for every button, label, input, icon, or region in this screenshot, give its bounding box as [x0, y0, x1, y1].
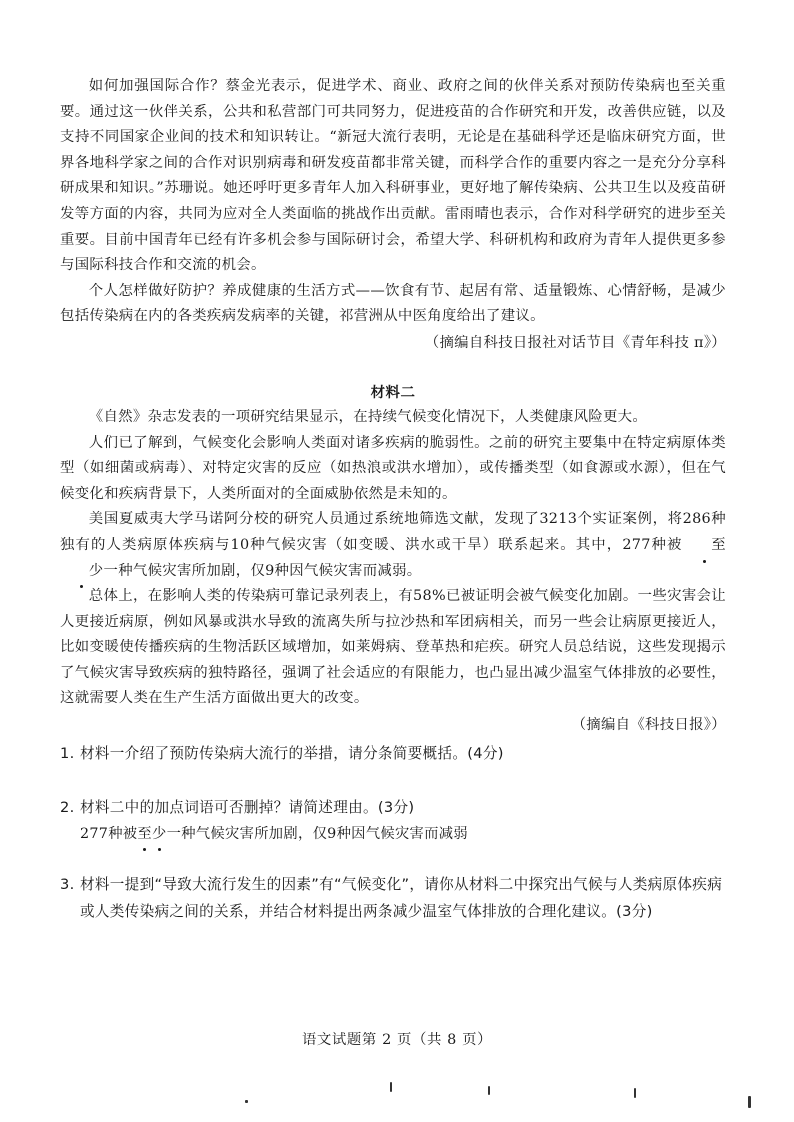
scan-speck — [634, 1088, 636, 1098]
question-3-text: 材料一提到“导致大流行发生的因素”有“气候变化”，请你从材料二中探究出气候与人类病原体疾病或人类传染病之间的关系，并结合材料提出两条减少温室气体排放的合理化建议。(3分) — [80, 876, 723, 921]
material2-lead: 《自然》杂志发表的一项研究结果显示，在持续气候变化情况下，人类健康风险更大。 — [88, 408, 648, 425]
material1-source: （摘编自科技日报社对话节目《青年科技 π》） — [424, 334, 726, 351]
page-footer: 语文试题第 2 页（共 8 页） — [301, 1032, 493, 1048]
scan-speck — [748, 1096, 751, 1108]
scan-speck — [390, 1082, 392, 1092]
question-2-line — [60, 794, 726, 821]
material2-title: 材料二 — [370, 383, 416, 401]
question-2-text: 材料二中的加点词语可否删掉？请简述理由。(3分) — [80, 799, 415, 817]
question-1 — [60, 740, 726, 767]
scan-speck — [245, 1100, 248, 1103]
question-1-line — [60, 740, 726, 767]
dotted-char-2: 少 — [60, 559, 104, 585]
document-body — [60, 74, 726, 925]
material2-paragraph-research — [60, 507, 726, 584]
material2-paragraph-summary: 总体上，在影响人类的传染病可靠记录列表上，有58%已被证明会被气候变化加剧。一些灾害会让人更接近病原，例如风暴或洪水导致的流离失所与拉沙热和军团病相关，而另一些会让病原更接近人，比如变暖使传播疾病的生物活跃区域增加，如莱姆病、登革热和疟疾。研究人员总结说，这些发现揭示了气候灾害导致疾病的独特路径，强调了社会适应的有限能力，也凸显出减少温室气体排放的必要性，这就需要人类在生产生活方面做出更大的改变。 — [60, 588, 726, 707]
question-number: 2. — [60, 799, 75, 817]
scan-speck — [488, 1086, 490, 1095]
emphasis-dotted-word — [137, 826, 166, 842]
material2-research-text: 美国夏威夷大学马诺阿分校的研究人员通过系统地筛选文献，发现了3213个实证案例，将286种独有的人类病原体疾病与10种气候灾害（如变暖、洪水或干旱）联系起来。其中， — [60, 511, 726, 553]
question-number: 3. — [60, 876, 75, 894]
dotted-char-1: 至 — [137, 821, 152, 847]
material2-source: （摘编自《科技日报》） — [571, 717, 726, 734]
material-two — [60, 381, 726, 738]
material2-key-sentence-start: 277种被 — [622, 536, 683, 553]
material2-paragraph-vulnerability: 人们已了解到，气候变化会影响人类面对诸多疾病的脆弱性。之前的研究主要集中在特定病原体类型（如细菌或病毒）、对特定灾害的反应（如热浪或洪水增加），或传播类型（如食源或水源），但在气候变化和疾病背景下，人类所面对的全面威胁依然是未知的。 — [60, 434, 726, 502]
dotted-char-2: 少 — [152, 821, 167, 847]
question-3 — [60, 871, 726, 925]
material1-paragraph-protection: 个人怎样做好防护？养成健康的生活方式——饮食有节、起居有常、适量锻炼、心情舒畅，是减少包括传染病在内的各类疾病发病率的关键，祁营洲从中医角度给出了建议。 — [60, 282, 726, 325]
question-1-text: 材料一介绍了预防传染病大流行的举措，请分条简要概括。(4分) — [80, 745, 504, 763]
quoted-sentence-end: 一种气候灾害所加剧，仅9种因气候灾害而减弱 — [166, 826, 468, 843]
question-2-quoted-sentence — [60, 821, 726, 847]
material2-key-sentence-end: 一种气候灾害所加剧，仅9种因气候灾害而减弱。 — [103, 562, 422, 579]
quoted-sentence-start: 277种被 — [80, 826, 138, 843]
dotted-char-1: 至 — [683, 533, 727, 559]
material1-paragraph-cooperation: 如何加强国际合作？蔡金光表示，促进学术、商业、政府之间的伙伴关系对预防传染病也至关重要。通过这一伙伴关系，公共和私营部门可共同努力，促进疫苗的合作研究和开发，改善供应链，以及支持不同国家企业间的技术和知识转让。“新冠大流行表明，无论是在基础科学还是临床研究方面，世界各地科学家之间的合作对识别病毒和研发疫苗都非常关键，而科学合作的重要内容之一是充分分享科研成果和知识。”苏珊说。她还呼吁更多青年人加入科研事业，更好地了解传染病、公共卫生以及疫苗研发等方面的内容，共同为应对全人类面临的挑战作出贡献。雷雨晴也表示，合作对科学研究的进步至关重要。目前中国青年已经有许多机会参与国际研讨会，希望大学、科研机构和政府为青年人提供更多参与国际科技合作和交流的机会。 — [60, 78, 726, 274]
question-3-line — [60, 871, 726, 925]
question-number: 1. — [60, 745, 75, 763]
material-one-continued — [60, 74, 726, 356]
question-2 — [60, 794, 726, 847]
questions — [60, 740, 726, 925]
